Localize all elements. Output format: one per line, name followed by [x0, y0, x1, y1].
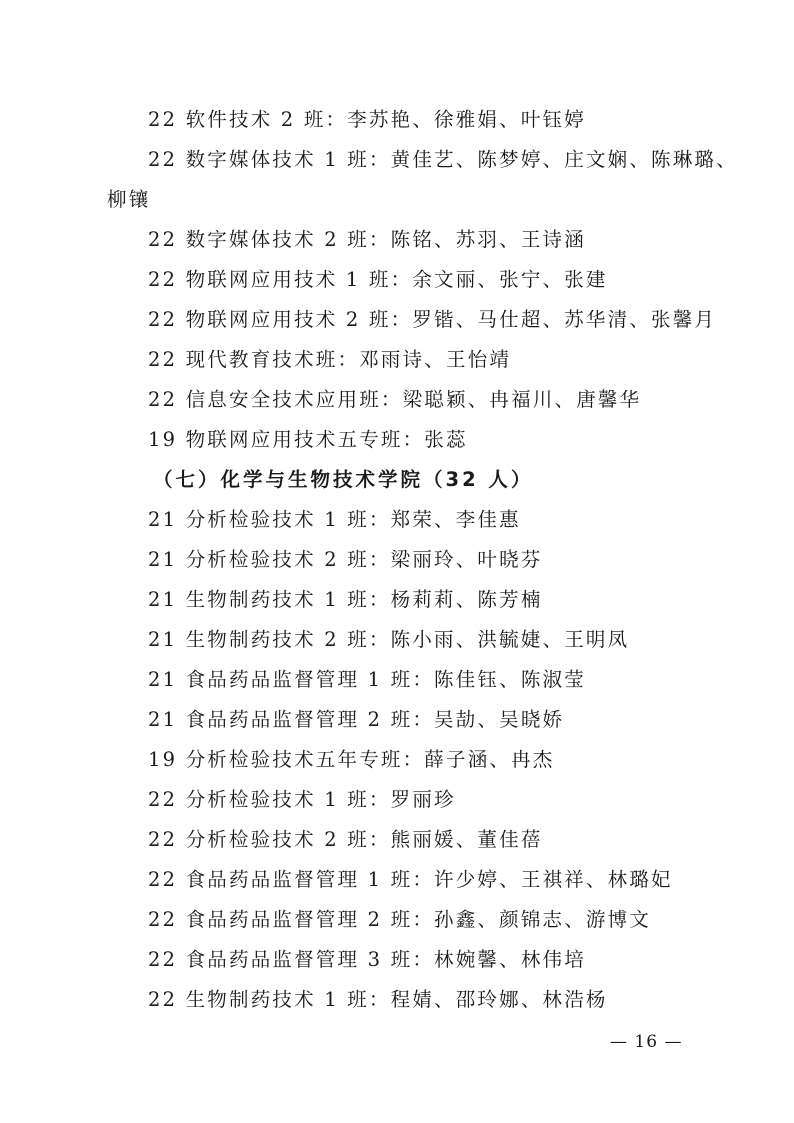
list-item: 19 物联网应用技术五专班：张蕊	[148, 428, 468, 451]
list-item: 21 食品药品监督管理 2 班：吴劼、吴晓娇	[148, 708, 565, 731]
list-item: 22 软件技术 2 班：李苏艳、徐雅娟、叶钰婷	[148, 108, 586, 131]
list-item-continuation: 柳镶	[107, 188, 151, 211]
list-item: 22 分析检验技术 1 班：罗丽珍	[148, 788, 456, 811]
list-item: 22 分析检验技术 2 班：熊丽媛、董佳蓓	[148, 828, 543, 851]
list-item: 22 数字媒体技术 2 班：陈铭、苏羽、王诗涵	[148, 228, 586, 251]
section-heading: （七）化学与生物技术学院（32 人）	[153, 468, 534, 491]
list-item: 22 数字媒体技术 1 班：黄佳艺、陈梦婷、庄文娴、陈琳璐、	[148, 148, 738, 171]
list-item: 22 现代教育技术班：邓雨诗、王怡靖	[148, 348, 512, 371]
list-item: 21 分析检验技术 1 班：郑荣、李佳惠	[148, 508, 521, 531]
list-item: 22 物联网应用技术 1 班：余文丽、张宁、张建	[148, 268, 608, 291]
list-item: 22 生物制药技术 1 班：程婧、邵玲娜、林浩杨	[148, 988, 608, 1011]
list-item: 21 食品药品监督管理 1 班：陈佳钰、陈淑莹	[148, 668, 586, 691]
page-number: — 16 —	[610, 1032, 683, 1052]
list-item: 22 食品药品监督管理 2 班：孙鑫、颜锦志、游博文	[148, 908, 652, 931]
list-item: 22 物联网应用技术 2 班：罗锴、马仕超、苏华清、张馨月	[148, 308, 717, 331]
list-item: 22 食品药品监督管理 1 班：许少婷、王祺祥、林璐妃	[148, 868, 673, 891]
award-list	[107, 100, 738, 1020]
list-item: 21 生物制药技术 2 班：陈小雨、洪毓婕、王明凤	[148, 628, 630, 651]
list-item: 22 信息安全技术应用班：梁聪颖、冉福川、唐馨华	[148, 388, 642, 411]
list-item: 22 食品药品监督管理 3 班：林婉馨、林伟培	[148, 948, 586, 971]
list-item: 19 分析检验技术五年专班：薛子涵、冉杰	[148, 748, 555, 771]
list-item: 21 分析检验技术 2 班：梁丽玲、叶晓芬	[148, 548, 543, 571]
list-item: 21 生物制药技术 1 班：杨莉莉、陈芳楠	[148, 588, 543, 611]
